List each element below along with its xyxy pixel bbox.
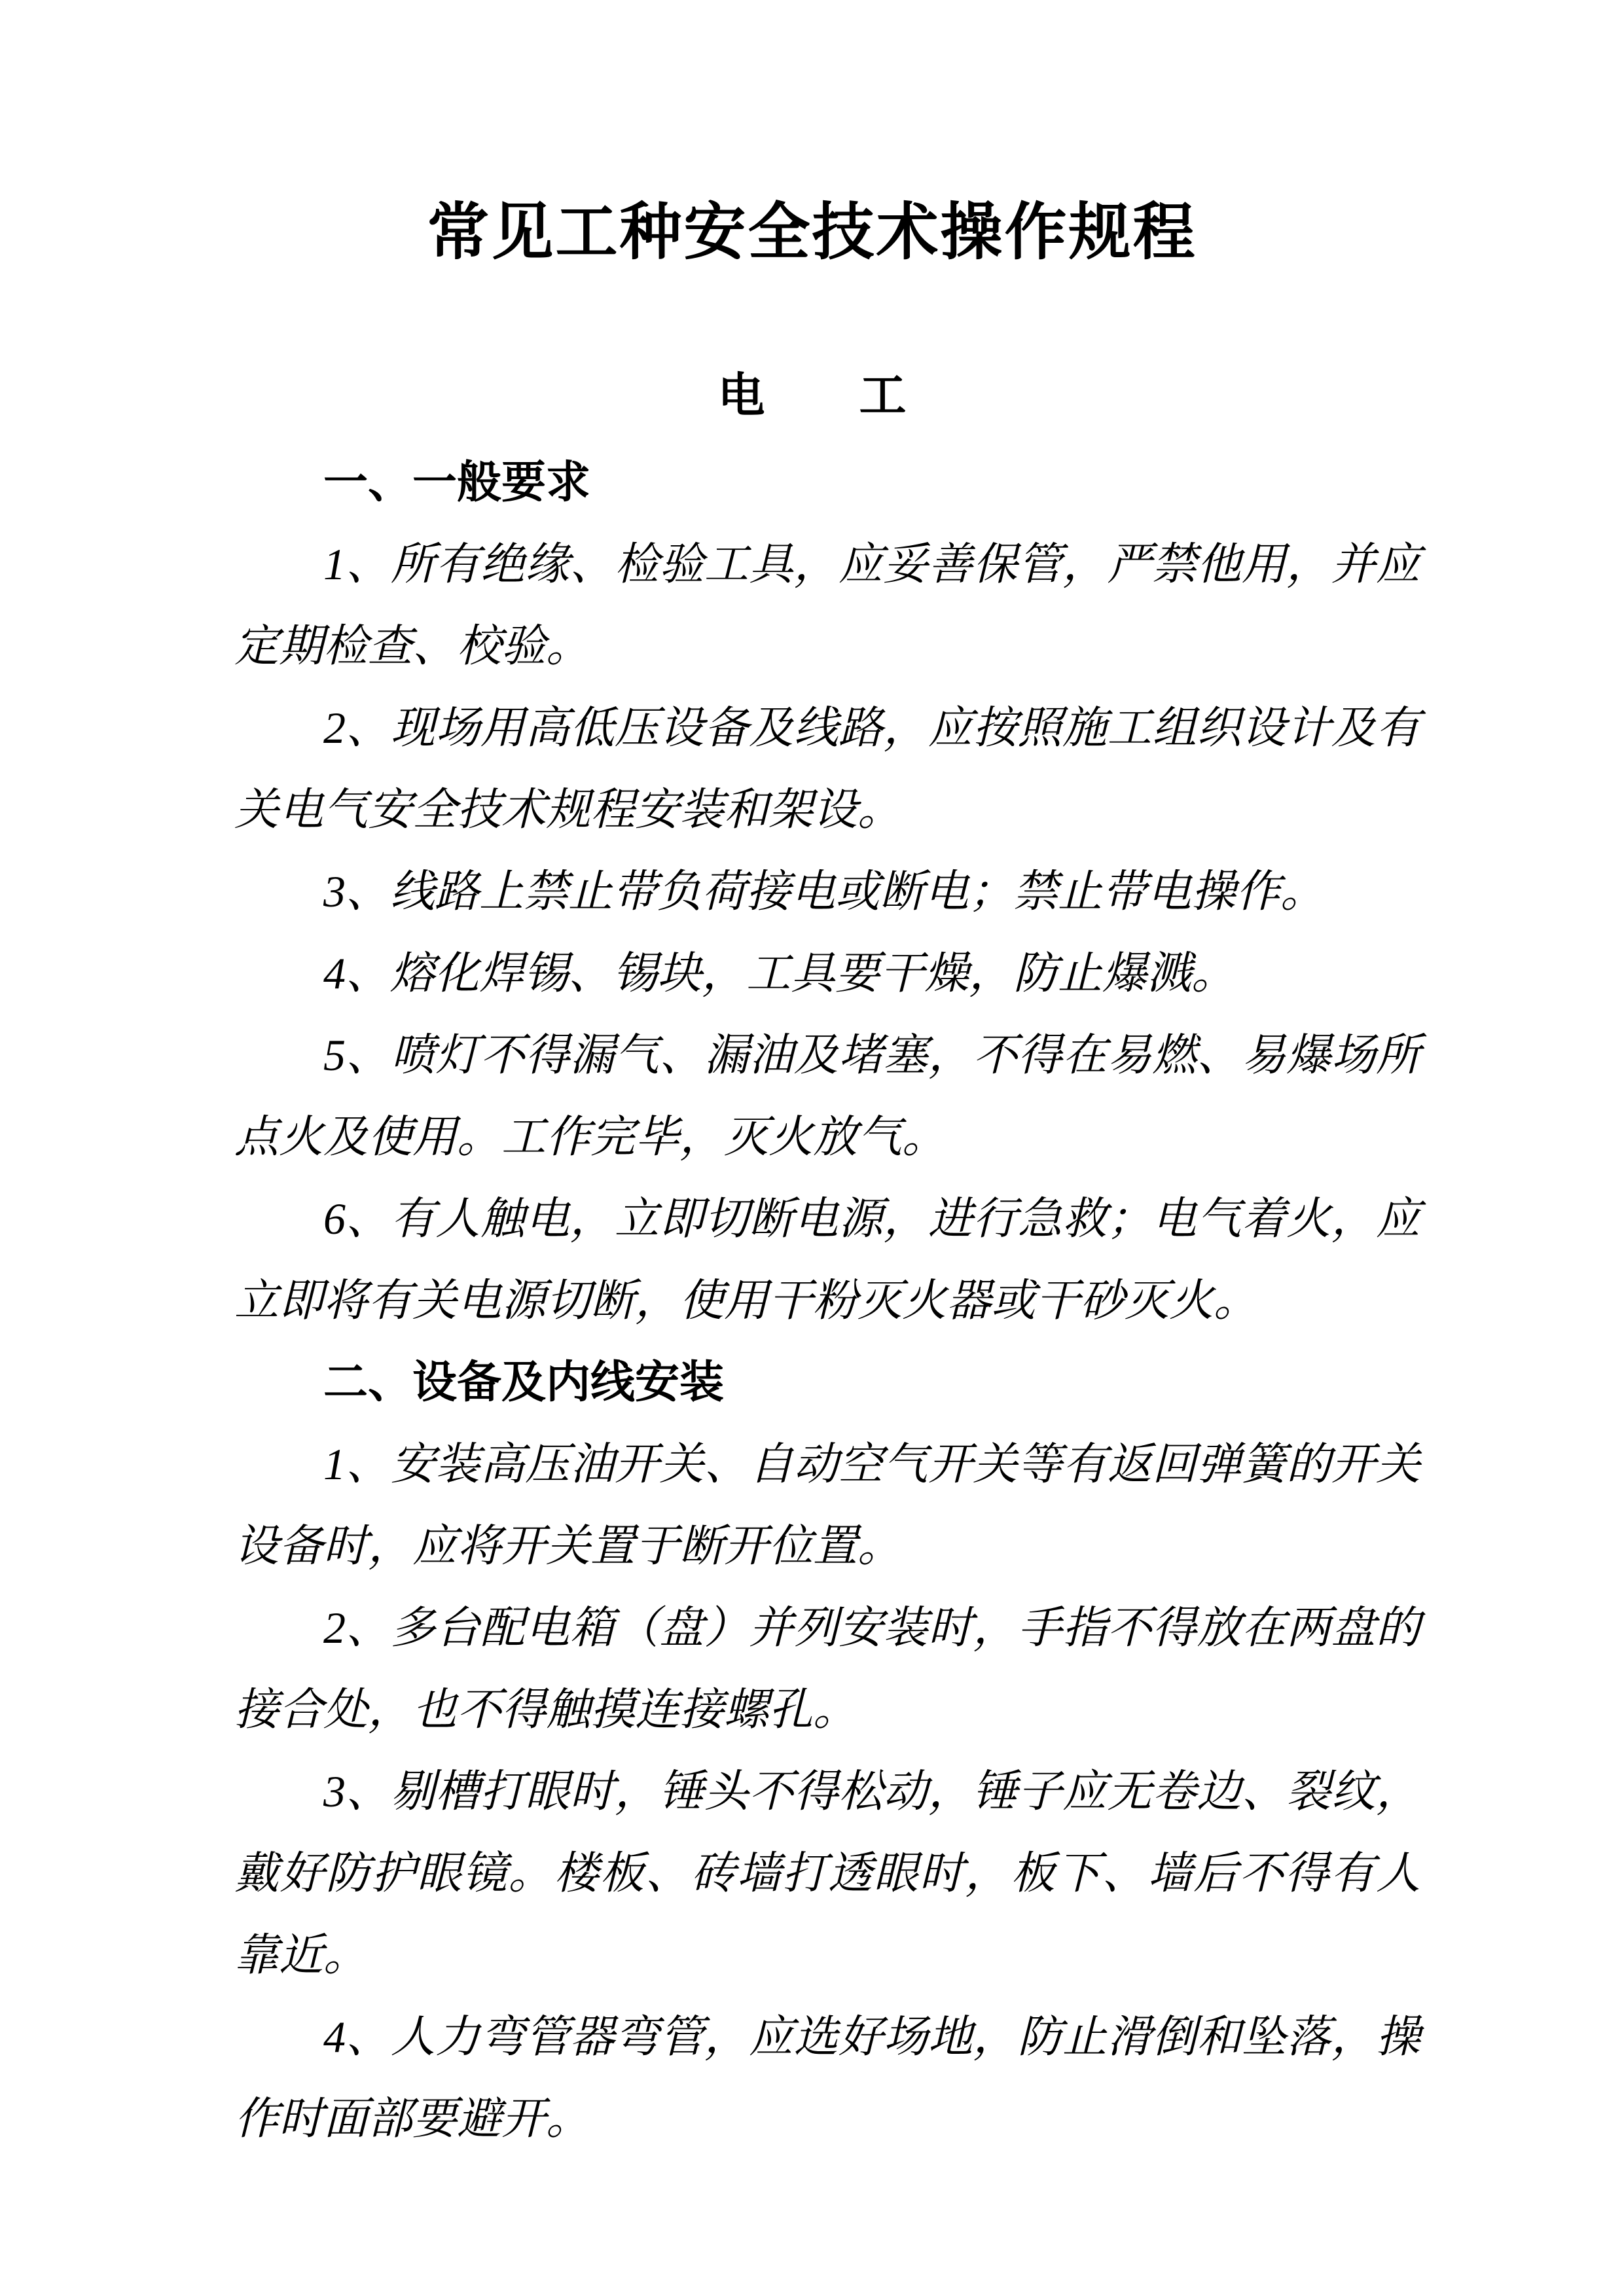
section-1-paragraph-1: 1、所有绝缘、检验工具，应妥善保管，严禁他用，并应定期检查、校验。 (234, 539, 1420, 671)
section-1-paragraph-3: 3、线路上禁止带负荷接电或断电；禁止带电操作。 (323, 867, 1326, 916)
document-body (234, 442, 1420, 2160)
document-title: 常见工种安全技术操作规程 (427, 198, 1197, 267)
section-1-paragraph-4: 4、熔化焊锡、锡块，工具要干燥，防止爆溅。 (323, 948, 1236, 998)
section-1-paragraph-5: 5、喷灯不得漏气、漏油及堵塞，不得在易燃、易爆场所点火及使用。工作完毕，灭火放气。 (234, 1030, 1420, 1162)
section-2-paragraph-3: 3、剔槽打眼时，锤头不得松动，锤子应无卷边、裂纹，戴好防护眼镜。楼板、砖墙打透眼时，板下、墙后不得有人靠近。 (234, 1767, 1420, 1980)
section-1-paragraph-2: 2、现场用高低压设备及线路，应按照施工组织设计及有关电气安全技术规程安装和架设。 (234, 703, 1420, 834)
section-1-heading: 一、一般要求 (323, 457, 591, 507)
section-2-paragraph-1: 1、安装高压油开关、自动空气开关等有返回弹簧的开关设备时，应将开关置于断开位置。 (234, 1439, 1420, 1571)
section-2-heading: 二、设备及内线安装 (323, 1357, 725, 1407)
section-2-paragraph-2: 2、多台配电箱（盘）并列安装时，手指不得放在两盘的接合处，也不得触摸连接螺孔。 (234, 1603, 1420, 1734)
document-subtitle: 电 工 (717, 370, 907, 422)
section-2-paragraph-4: 4、人力弯管器弯管，应选好场地，防止滑倒和坠落，操作时面部要避开。 (234, 2012, 1420, 2144)
section-1-paragraph-6: 6、有人触电，立即切断电源，进行急救；电气着火，应立即将有关电源切断，使用干粉灭火器或干砂灭火。 (234, 1194, 1420, 1325)
